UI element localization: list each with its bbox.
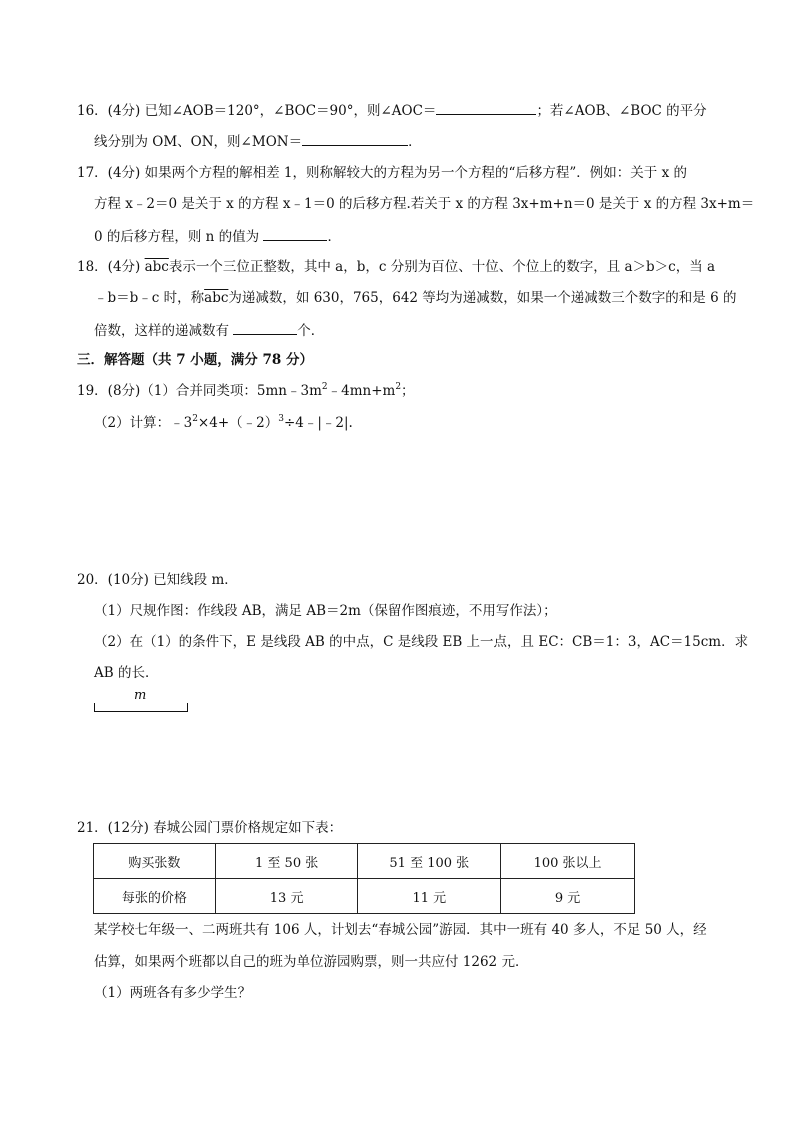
segment-m [94, 703, 188, 712]
q16-line1 [77, 100, 707, 121]
q19-exponent-2: 2 [395, 382, 402, 392]
q18-line1-text: 表示一个三位正整数，其中 a，b，c 分别为百位、十位、个位上的数字，且 a＞b＞c，当 a [168, 259, 716, 275]
q18-line3-text: 倍数，这样的递减数有 [94, 323, 234, 339]
q16-label: 16．(4分) 已知 [77, 103, 172, 119]
q19-line1-tail: ； [401, 383, 415, 399]
table-cell: 9 元 [501, 879, 635, 914]
table-header-cell: 1 至 50 张 [215, 844, 358, 879]
table-cell: 11 元 [358, 879, 501, 914]
q16-given: ∠AOB＝120°，∠BOC＝90°，则∠AOC＝ [171, 103, 437, 119]
q19-exponent-3: 2 [192, 414, 198, 424]
q16-line2 [94, 131, 422, 152]
q18-line2-text: 为递减数，如 630，765，642 等均为递减数，如果一个递减数三个数字的和是 6 的 [228, 290, 737, 306]
q18-answer-blank[interactable] [233, 320, 297, 335]
q17-line3-tail: ． [327, 229, 341, 245]
q20-line1: 20．(10分) 已知线段 m． [77, 572, 238, 588]
ticket-price-table [93, 843, 635, 914]
q18-line2 [94, 288, 736, 308]
table-cell: 每张的价格 [94, 879, 216, 914]
q17-line1: 17．(4分) 如果两个方程的解相差 1，则称解较大的方程为另一个方程的“后移方程”．例如：关于 x 的 [77, 165, 687, 181]
q20-line3: （2）在（1）的条件下，E 是线段 AB 的中点，C 是线段 EB 上一点，且 EC：CB＝1：3，AC＝15cm．求 [94, 634, 749, 650]
q18-abc-overline: $\overline{abc}$ [144, 259, 169, 275]
q18-abc-overline-2: $\overline{abc}$ [204, 290, 229, 306]
table-cell: 13 元 [215, 879, 358, 914]
q19-exponent-4: 3 [278, 414, 284, 424]
q19-line1-text: 19．(8分)（1）合并同类项：5mn﹣3m [77, 383, 322, 399]
q18-label: 18．(4分) [77, 259, 145, 275]
q19-line1-mid: ﹣4mn+m [327, 383, 396, 399]
table-header-cell: 100 张以上 [501, 844, 635, 879]
q17-line2: 方程 x﹣2＝0 是关于 x 的方程 x﹣1＝0 的后移方程.若关于 x 的方程 3x+m+n＝0 是关于 x 的方程 3x+m＝ [94, 196, 755, 212]
q17-line3-text: 0 的后移方程，则 n 的值为 [94, 229, 264, 245]
q21-line1: 21．(12分) 春城公园门票价格规定如下表： [77, 820, 343, 836]
q17-line3 [94, 226, 341, 247]
q20-line2: （1）尺规作图：作线段 AB，满足 AB＝2m（保留作图痕迹，不用写作法）； [94, 603, 557, 619]
q21-line3: 估算，如果两个班都以自己的班为单位游园购票，则一共应付 1262 元． [94, 954, 529, 970]
q19-line2 [94, 413, 353, 433]
q16-answer-blank-2[interactable] [302, 131, 408, 146]
segment-m-label: m [134, 688, 147, 703]
q19-line2-text: （2）计算：﹣3 [94, 415, 193, 431]
q18-line1 [77, 257, 715, 277]
q16-line1-tail: ；若∠AOB、∠BOC 的平分 [536, 103, 707, 119]
q16-line2-tail: ． [408, 134, 422, 150]
q19-exponent-1: 2 [321, 382, 328, 392]
q19-line2-tail: ÷4﹣|﹣2|. [283, 415, 353, 431]
q19-line1 [77, 381, 415, 401]
q16-answer-blank-1[interactable] [436, 100, 536, 115]
q21-line4: （1）两班各有多少学生？ [94, 985, 252, 1001]
q18-line2-head: ﹣b＝b﹣c 时，称 [94, 290, 205, 306]
table-header-cell: 购买张数 [94, 844, 216, 879]
section-3-heading: 三．解答题（共 7 小题，满分 78 分） [77, 352, 313, 368]
q21-line2: 某学校七年级一、二两班共有 106 人，计划去“春城公园”游园．其中一班有 40 多人，不足 50 人，经 [94, 922, 707, 938]
q18-line3-tail: 个． [297, 323, 325, 339]
table-row [94, 879, 635, 914]
q17-answer-blank[interactable] [263, 226, 327, 241]
q18-line3 [94, 320, 324, 341]
q19-line2-mid: ×4+（﹣2） [197, 415, 279, 431]
q16-line2-text: 线分别为 OM、ON，则∠MON＝ [94, 134, 303, 150]
table-header-cell: 51 至 100 张 [358, 844, 501, 879]
q20-line4: AB 的长． [94, 665, 159, 681]
table-row [94, 844, 635, 879]
